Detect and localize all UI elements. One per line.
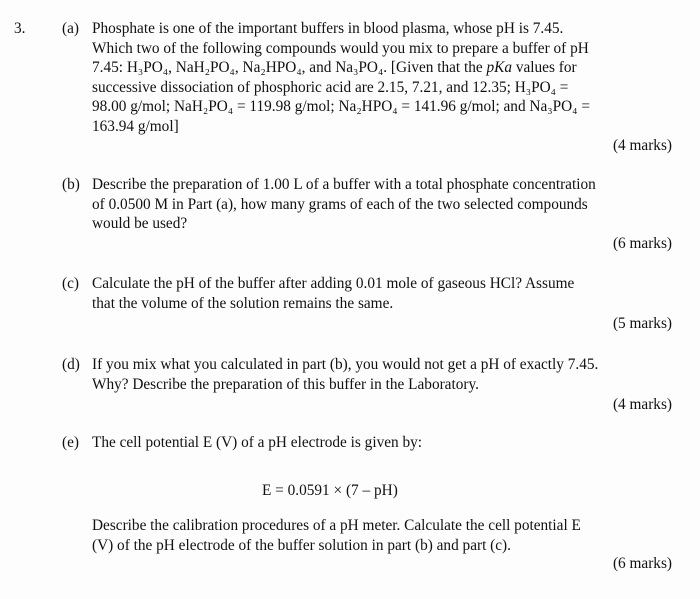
part-a-line-3: 7.45: H₃PO₄, NaH₂PO₄, Na₂HPO₄, and Na₃PO₄. [Given that the pKa values for (92, 59, 577, 76)
part-a-text (92, 19, 672, 136)
compound-h3po4: H₃PO₄ (126, 59, 169, 76)
part-e-line-1: The cell potential E (V) of a pH electrode is given by: (92, 434, 423, 451)
part-a-line-5: 98.00 g/mol; NaH₂PO₄ = 119.98 g/mol; Na₂HPO₄ = 141.96 g/mol; and Na₃PO₄ = (92, 98, 590, 115)
part-a-line-1: Phosphate is one of the important buffers in blood plasma, whose pH is 7.45. (92, 20, 564, 37)
part-b-label: (b) (62, 176, 80, 193)
part-b-marks: (6 marks) (612, 235, 672, 252)
part-c-label: (c) (62, 275, 79, 292)
compound-na3po4: Na₃PO₄ (335, 59, 384, 76)
part-c-text (92, 274, 672, 313)
question-number: 3. (14, 20, 26, 37)
part-e-text (92, 433, 672, 453)
part-e-line-2: Describe the calibration procedures of a pH meter. Calculate the cell potential E (92, 517, 581, 534)
part-b (62, 175, 672, 255)
part-e-label: (e) (62, 434, 79, 451)
part-d-text (92, 355, 672, 394)
compound-nah2po4: NaH₂PO₄ (175, 59, 235, 76)
cell-potential-equation: E = 0.0591 × (7 – pH) (262, 482, 398, 499)
compound-na2hpo4: Na₂HPO₄ (242, 59, 302, 76)
part-a-line-4: successive dissociation of phosphoric acid are 2.15, 7.21, and 12.35; H₃PO₄ = (92, 78, 569, 96)
part-b-line-1: Describe the preparation of 1.00 L of a buffer with a total phosphate concentration (92, 176, 596, 193)
part-a (62, 19, 672, 159)
part-e-marks: (6 marks) (612, 555, 672, 572)
part-c-marks: (5 marks) (612, 315, 672, 332)
part-b-text (92, 175, 672, 234)
part-c-line-2: that the volume of the solution remains the same. (92, 294, 394, 312)
part-e (62, 433, 672, 583)
pka-symbol: pKa (486, 59, 513, 76)
part-c (62, 274, 672, 334)
part-e-line-3: (V) of the pH electrode of the buffer solution in part (b) and part (c). (92, 536, 511, 554)
part-d (62, 355, 672, 415)
part-a-marks: (4 marks) (612, 137, 672, 154)
part-a-line-2: Which two of the following compounds would you mix to prepare a buffer of pH (92, 39, 589, 57)
part-d-line-1: If you mix what you calculated in part (b), you would not get a pH of exactly 7.45. (92, 356, 599, 373)
part-d-label: (d) (62, 356, 80, 373)
part-d-marks: (4 marks) (612, 396, 672, 413)
part-b-line-2: of 0.0500 M in Part (a), how many grams of each of the two selected compounds (92, 195, 588, 213)
part-a-label: (a) (62, 20, 79, 37)
part-a-line-6: 163.94 g/mol] (92, 117, 179, 135)
part-c-line-1: Calculate the pH of the buffer after adding 0.01 mole of gaseous HCl? Assume (92, 275, 575, 292)
part-d-line-2: Why? Describe the preparation of this buffer in the Laboratory. (92, 375, 479, 393)
part-b-line-3: would be used? (92, 215, 188, 232)
part-e-text-2 (92, 516, 672, 555)
